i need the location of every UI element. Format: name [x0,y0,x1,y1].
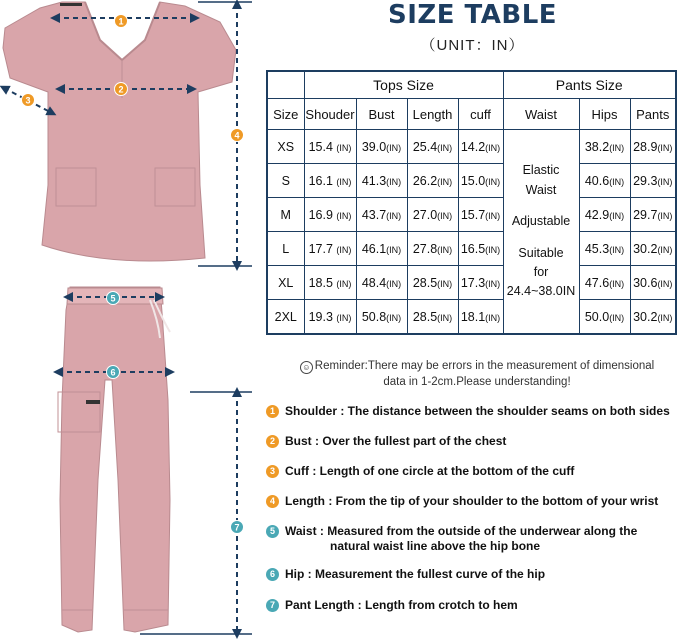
note-waist: 5 Waist : Measured from the outside of the underwear along the natural waist line above the hip bone [266,524,637,554]
shoulder-cell: 19.3 (IN) [304,300,356,335]
tops-size-header: Tops Size [304,71,503,99]
pants-cell: 30.6(IN) [630,266,676,300]
pants-cell: 29.3(IN) [630,164,676,198]
col-size: Size [267,99,304,130]
col-bust: Bust [356,99,407,130]
cuff-cell: 14.2(IN) [458,130,503,164]
length-cell: 26.2(IN) [407,164,458,198]
size-cell: XS [267,130,304,164]
hips-cell: 45.3(IN) [579,232,630,266]
table-row [267,130,676,164]
note-cuff: 3 Cuff : Length of one circle at the bottom of the cuff [266,464,574,479]
length-cell: 28.5(IN) [407,266,458,300]
size-cell: 2XL [267,300,304,335]
shoulder-cell: 17.7 (IN) [304,232,356,266]
waist-note-cell: Elastic Waist Adjustable Suitable for 24.4~38.0IN [503,130,579,335]
hips-cell: 40.6(IN) [579,164,630,198]
pants-size-header: Pants Size [503,71,676,99]
pants-cell: 29.7(IN) [630,198,676,232]
cuff-cell: 15.7(IN) [458,198,503,232]
note-hip: 6 Hip : Measurement the fullest curve of the hip [266,567,545,582]
col-pants: Pants [630,99,676,130]
table-row [267,300,676,335]
reminder: ☺ Reminder:There may be errors in the measurement of dimensional data in 1-2cm.Please understanding! [282,358,672,390]
cuff-cell: 17.3(IN) [458,266,503,300]
size-cell: M [267,198,304,232]
number-4-icon: 4 [266,495,279,508]
number-3-icon: 3 [266,465,279,478]
number-1-icon: 1 [266,405,279,418]
page-title: SIZE TABLE [387,0,558,30]
length-cell: 27.8(IN) [407,232,458,266]
size-cell: S [267,164,304,198]
bust-cell: 48.4(IN) [356,266,407,300]
pants-cell: 30.2(IN) [630,232,676,266]
bust-cell: 50.8(IN) [356,300,407,335]
bust-cell: 39.0(IN) [356,130,407,164]
hips-cell: 47.6(IN) [579,266,630,300]
note-pant-length: 7 Pant Length : Length from crotch to hem [266,598,518,613]
col-length: Length [407,99,458,130]
hips-cell: 50.0(IN) [579,300,630,335]
unit-label: （UNIT：IN） [420,37,525,54]
number-2-icon: 2 [266,435,279,448]
cuff-cell: 16.5(IN) [458,232,503,266]
number-7-icon: 7 [266,599,279,612]
number-6-icon: 6 [266,568,279,581]
shoulder-cell: 18.5 (IN) [304,266,356,300]
shoulder-cell: 16.9 (IN) [304,198,356,232]
size-cell: XL [267,266,304,300]
table-group-header [267,71,676,99]
bust-cell: 43.7(IN) [356,198,407,232]
marker-7: 7 [234,522,240,533]
table-row [267,164,676,198]
hips-cell: 38.2(IN) [579,130,630,164]
note-length: 4 Length : From the tip of your shoulder to the bottom of your wrist [266,494,658,509]
size-table [266,70,677,335]
bust-cell: 41.3(IN) [356,164,407,198]
table-row [267,232,676,266]
marker-6: 6 [110,367,116,378]
col-cuff: cuff [458,99,503,130]
col-shoulder: Shouder [304,99,356,130]
table-row [267,198,676,232]
note-bust: 2 Bust : Over the fullest part of the chest [266,434,506,449]
garment-illustration [0,0,260,643]
note-shoulder: 1 Shoulder : The distance between the shoulder seams on both sides [266,404,670,419]
smile-icon: ☺ [300,361,313,374]
table-column-headers [267,99,676,130]
length-cell: 27.0(IN) [407,198,458,232]
shoulder-cell: 16.1 (IN) [304,164,356,198]
size-cell: L [267,232,304,266]
scrub-top-icon [3,2,236,261]
bust-cell: 46.1(IN) [356,232,407,266]
pants-cell: 28.9(IN) [630,130,676,164]
length-cell: 25.4(IN) [407,130,458,164]
number-5-icon: 5 [266,525,279,538]
marker-2: 2 [118,84,124,95]
marker-5: 5 [110,293,116,304]
hips-cell: 42.9(IN) [579,198,630,232]
col-hips: Hips [579,99,630,130]
col-waist: Waist [503,99,579,130]
length-cell: 28.5(IN) [407,300,458,335]
cuff-cell: 18.1(IN) [458,300,503,335]
marker-4: 4 [234,130,240,141]
marker-1: 1 [118,16,124,27]
scrub-pants-icon [58,287,170,632]
shoulder-cell: 15.4 (IN) [304,130,356,164]
table-row [267,266,676,300]
pants-cell: 30.2(IN) [630,300,676,335]
cuff-cell: 15.0(IN) [458,164,503,198]
marker-3: 3 [25,95,31,106]
